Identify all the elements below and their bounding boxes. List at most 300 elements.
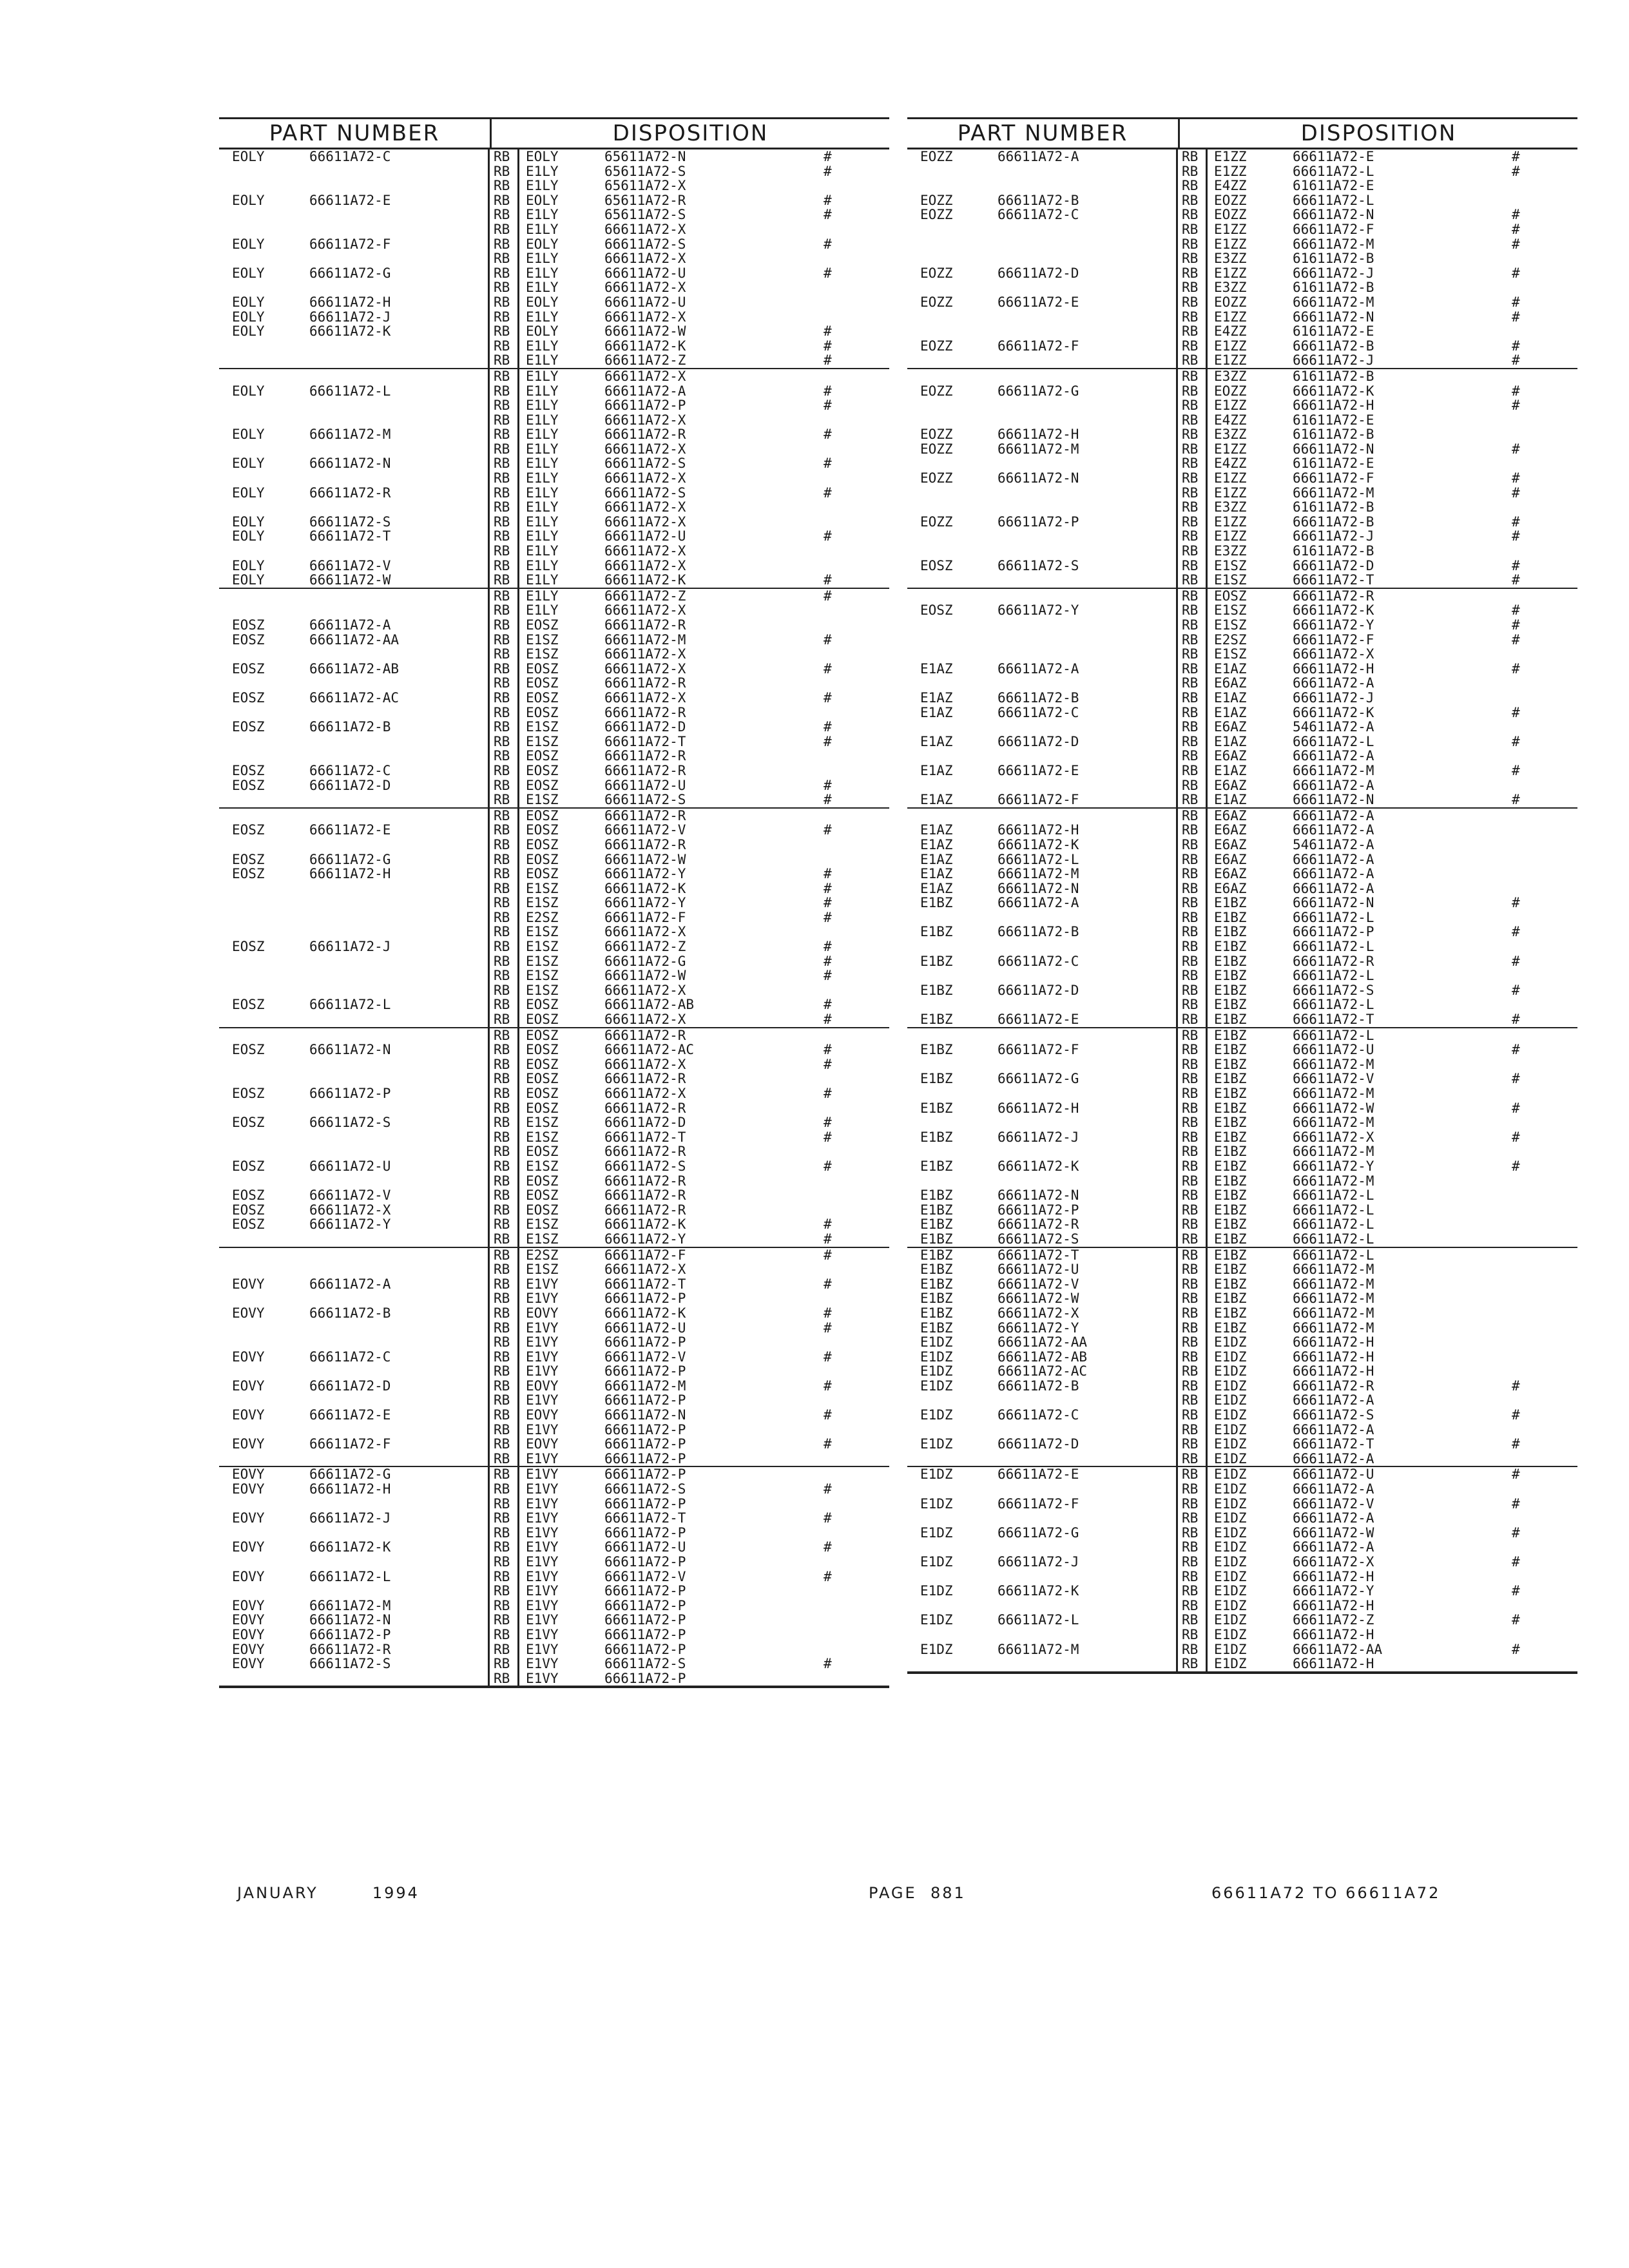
disposition-number: 61611A72-E [1293, 456, 1374, 472]
disposition-code: RB [1178, 1291, 1208, 1306]
part-number-cell [219, 413, 490, 428]
table-row [907, 427, 1577, 442]
disposition-number: 66611A72-P [604, 1612, 686, 1628]
disposition-model: E1BZ [1214, 939, 1247, 955]
disposition-model: E1VY [526, 1539, 559, 1555]
table-row [907, 983, 1577, 998]
part-number: 66611A72-AB [309, 660, 400, 677]
disposition-code: RB [1178, 237, 1208, 252]
disposition-flag [824, 706, 862, 720]
table-header [907, 119, 1577, 149]
disposition-code: RB [490, 427, 519, 442]
part-model [920, 939, 998, 954]
table-row [219, 1159, 889, 1174]
disposition-flag [1512, 1217, 1550, 1232]
disposition-model: EOSZ [526, 617, 559, 633]
part-number: 66611A72-M [998, 866, 1079, 882]
part-number-cell [907, 310, 1178, 325]
disposition-model: E1SZ [1214, 572, 1247, 588]
part-model: EOLY [232, 557, 265, 573]
disposition-model: E1ZZ [1214, 398, 1247, 414]
disposition-flag: # [1512, 1158, 1520, 1174]
part-number-cell [907, 1144, 1178, 1159]
disposition-number: 66611A72-D [604, 1115, 686, 1131]
disposition-number: 66611A72-P [604, 1670, 686, 1686]
part-number: 66611A72-G [998, 1524, 1079, 1541]
part-model [920, 1028, 998, 1043]
disposition-code: RB [1178, 809, 1208, 823]
disposition-flag [1512, 1335, 1550, 1350]
disposition-flag: # [824, 338, 832, 354]
disposition-model: E1BZ [1214, 924, 1247, 940]
part-model [232, 1144, 309, 1159]
table-row [907, 164, 1577, 179]
table-row [907, 706, 1577, 720]
disposition-model: E1VY [526, 1450, 559, 1466]
disposition-model: E1SZ [526, 646, 559, 662]
disposition-model: E1VY [526, 1392, 559, 1408]
part-number-cell [219, 1613, 490, 1628]
disposition-number: 66611A72-M [1293, 1291, 1374, 1307]
part-number: 66611A72-N [309, 456, 391, 472]
disposition-number: 61611A72-B [1293, 543, 1374, 559]
table-row [219, 1217, 889, 1232]
part-number-cell [907, 1248, 1178, 1263]
part-model: EOVY [232, 1656, 265, 1672]
disposition-code: RB [1178, 1497, 1208, 1512]
part-number-cell [907, 237, 1178, 252]
table-row [219, 1130, 889, 1145]
part-model: EOSZ [232, 777, 265, 793]
part-number: 66611A72-U [309, 1158, 391, 1174]
part-number-cell [907, 1393, 1178, 1408]
disposition-number: 61611A72-B [1293, 368, 1374, 384]
table-row [219, 1188, 889, 1203]
disposition-flag: # [1512, 602, 1520, 619]
disposition-model: EOSZ [526, 704, 559, 720]
disposition-code: RB [1178, 1482, 1208, 1497]
part-number-cell [907, 193, 1178, 208]
part-model: E1AZ [920, 660, 953, 677]
part-number: 66611A72-M [309, 427, 391, 443]
disposition-model: EOLY [526, 236, 559, 252]
part-model [232, 1057, 309, 1072]
disposition-flag: # [824, 1656, 832, 1672]
disposition-number: 66611A72-K [1293, 383, 1374, 399]
disposition-number: 66611A72-P [604, 1466, 686, 1483]
part-number-cell [907, 486, 1178, 501]
disposition-code: RB [490, 1203, 519, 1218]
disposition-code: RB [490, 720, 519, 735]
disposition-code: RB [490, 1437, 519, 1452]
table-row [907, 1012, 1577, 1028]
disposition-model: E6AZ [1214, 675, 1247, 691]
table-row [907, 515, 1577, 530]
disposition-number: 66611A72-X [604, 602, 686, 619]
disposition-model: EOLY [526, 149, 559, 164]
part-number-cell [907, 427, 1178, 442]
part-number-cell [219, 1350, 490, 1365]
part-number-cell [907, 1072, 1178, 1086]
disposition-code: RB [490, 178, 519, 193]
part-model [920, 1393, 998, 1408]
disposition-number: 66611A72-N [1293, 207, 1374, 223]
disposition-number: 66611A72-M [1293, 1320, 1374, 1336]
table-row [219, 720, 889, 735]
part-number-header: PART NUMBER [907, 119, 1180, 148]
disposition-number: 66611A72-M [604, 1378, 686, 1394]
table-row [907, 1335, 1577, 1350]
disposition-code: RB [1178, 559, 1208, 573]
disposition-flag [1512, 251, 1550, 266]
part-model [920, 720, 998, 735]
part-number: 66611A72-Y [998, 602, 1079, 619]
part-number: 66611A72-R [309, 485, 391, 501]
disposition-model: E1SZ [1214, 602, 1247, 619]
table-row [907, 968, 1577, 983]
part-number-cell [219, 1144, 490, 1159]
disposition-number: 66611A72-X [604, 499, 686, 515]
disposition-number: 66611A72-S [604, 1158, 686, 1174]
disposition-number: 66611A72-N [604, 1407, 686, 1423]
part-model: EOSZ [232, 1202, 265, 1218]
part-number-cell [219, 500, 490, 515]
disposition-flag: # [824, 1086, 832, 1101]
part-model: EOSZ [232, 822, 265, 838]
part-model [232, 706, 309, 720]
disposition-model: E1BZ [1214, 1100, 1247, 1116]
disposition-flag: # [1512, 733, 1520, 749]
table-row [219, 1467, 889, 1482]
disposition-flag: # [824, 1320, 832, 1336]
part-model: E1DZ [920, 1466, 953, 1483]
table-row [907, 1144, 1577, 1159]
part-number-header: PART NUMBER [219, 119, 492, 148]
disposition-number: 66611A72-H [1293, 1568, 1374, 1584]
disposition-number: 66611A72-A [1293, 880, 1374, 896]
part-number-cell [219, 1408, 490, 1423]
disposition-flag: # [1512, 294, 1520, 310]
disposition-code: RB [1178, 353, 1208, 368]
disposition-code: RB [490, 662, 519, 677]
disposition-flag [1512, 852, 1550, 867]
disposition-code: RB [490, 954, 519, 969]
part-number: 66611A72-E [309, 192, 391, 208]
disposition-model: E1VY [526, 1641, 559, 1657]
part-number-cell [907, 1086, 1178, 1101]
disposition-model: E1SZ [526, 1115, 559, 1131]
disposition-code: RB [1178, 1628, 1208, 1642]
part-model: E1BZ [920, 895, 953, 911]
table-row [907, 398, 1577, 413]
part-number-cell [219, 193, 490, 208]
disposition-code: RB [490, 633, 519, 648]
part-number: 66611A72-D [309, 1378, 391, 1394]
part-number-cell [219, 1306, 490, 1321]
table-row [219, 573, 889, 589]
disposition-number: 66611A72-L [1293, 192, 1374, 208]
disposition-model: E3ZZ [1214, 543, 1247, 559]
part-number: 66611A72-K [998, 836, 1079, 852]
disposition-flag: # [1512, 557, 1520, 573]
disposition-code: RB [1178, 471, 1208, 486]
part-number-cell [907, 647, 1178, 662]
disposition-code: RB [490, 676, 519, 691]
disposition-model: E1DZ [1214, 1626, 1247, 1642]
table-row [219, 237, 889, 252]
disposition-model: E1DZ [1214, 1466, 1247, 1483]
disposition-flag: # [1512, 982, 1520, 998]
disposition-code: RB [1178, 149, 1208, 164]
part-number-cell [907, 369, 1178, 384]
disposition-flag [824, 603, 862, 618]
table-row [219, 706, 889, 720]
part-number-cell [907, 149, 1178, 164]
disposition-header: DISPOSITION [612, 120, 769, 146]
disposition-code: RB [490, 1642, 519, 1657]
disposition-number: 66611A72-B [1293, 514, 1374, 530]
disposition-model: E1LY [526, 485, 559, 501]
disposition-code: RB [1178, 662, 1208, 677]
disposition-flag [1512, 1232, 1550, 1247]
part-number-cell [907, 764, 1178, 778]
disposition-number: 66611A72-A [1293, 1421, 1374, 1437]
table-row [219, 896, 889, 910]
disposition-code: RB [490, 809, 519, 823]
disposition-number: 66611A72-V [604, 1568, 686, 1584]
disposition-code: RB [1178, 939, 1208, 954]
disposition-code: RB [490, 1452, 519, 1466]
part-number: 66611A72-G [309, 1466, 391, 1483]
disposition-number: 66611A72-F [604, 909, 686, 925]
disposition-flag [824, 251, 862, 266]
table-row [219, 1335, 889, 1350]
disposition-code: RB [490, 1306, 519, 1321]
table-row [907, 1291, 1577, 1306]
part-model [920, 1057, 998, 1072]
disposition-flag: # [1512, 149, 1520, 164]
disposition-flag: # [824, 1158, 832, 1174]
disposition-number: 66611A72-H [1293, 1334, 1374, 1350]
disposition-number: 66611A72-N [1293, 441, 1374, 457]
part-model: EOLY [232, 456, 265, 472]
part-number-cell [907, 1043, 1178, 1057]
disposition-model: E1BZ [1214, 1247, 1247, 1263]
disposition-code: RB [1178, 456, 1208, 471]
disposition-number: 66611A72-Y [604, 1231, 686, 1247]
disposition-flag: # [824, 1012, 832, 1028]
part-model [232, 1423, 309, 1437]
disposition-model: E1LY [526, 383, 559, 399]
part-number-cell [219, 793, 490, 807]
table-row [907, 471, 1577, 486]
part-number: 66611A72-N [998, 1187, 1079, 1204]
table-row [219, 1613, 889, 1628]
table-row [219, 1555, 889, 1570]
disposition-number: 66611A72-P [1293, 924, 1374, 940]
disposition-flag [1512, 1423, 1550, 1437]
table-row [219, 1642, 889, 1657]
part-number-cell [907, 1570, 1178, 1584]
disposition-number: 66611A72-H [1293, 1626, 1374, 1642]
table-row [907, 1613, 1577, 1628]
disposition-code: RB [1178, 706, 1208, 720]
disposition-flag: # [824, 1305, 832, 1321]
table-row [907, 1028, 1577, 1043]
disposition-model: E6AZ [1214, 851, 1247, 867]
disposition-number: 66611A72-K [1293, 704, 1374, 720]
table-row [907, 823, 1577, 838]
part-number-cell [907, 997, 1178, 1012]
part-number-cell [219, 896, 490, 910]
disposition-number: 66611A72-P [604, 1554, 686, 1570]
part-number-cell [219, 222, 490, 237]
disposition-flag: # [1512, 207, 1520, 223]
table-row [219, 280, 889, 295]
disposition-code: RB [490, 559, 519, 573]
part-number-cell [907, 910, 1178, 925]
part-number-cell [219, 1671, 490, 1686]
part-number-cell [219, 1174, 490, 1189]
disposition-flag [1512, 178, 1550, 193]
part-model: E1BZ [920, 1276, 953, 1292]
disposition-model: EOSZ [1214, 588, 1247, 604]
disposition-flag [824, 1144, 862, 1159]
part-model: E1BZ [920, 1247, 953, 1263]
disposition-model: E1SZ [526, 1216, 559, 1233]
disposition-model: E1AZ [1214, 660, 1247, 677]
part-number: 66611A72-T [998, 1247, 1079, 1263]
part-number: 66611A72-W [309, 572, 391, 588]
disposition-code: RB [1178, 1217, 1208, 1232]
part-model: EOZZ [920, 294, 953, 310]
disposition-code: RB [490, 1379, 519, 1394]
table-row [219, 1057, 889, 1072]
disposition-number: 66611A72-L [1293, 997, 1374, 1013]
disposition-number: 66611A72-J [1293, 352, 1374, 369]
disposition-model: E1VY [526, 1291, 559, 1307]
disposition-model: EOZZ [1214, 192, 1247, 208]
table-row [219, 1012, 889, 1028]
table-row [907, 1599, 1577, 1613]
disposition-model: EOSZ [526, 1071, 559, 1087]
table-row [219, 178, 889, 193]
part-number-cell [907, 838, 1178, 852]
disposition-code: RB [490, 456, 519, 471]
disposition-number: 61611A72-B [1293, 499, 1374, 515]
disposition-model: EOLY [526, 192, 559, 208]
disposition-number: 66611A72-N [1293, 309, 1374, 325]
part-number: 66611A72-F [309, 236, 391, 252]
disposition-code: RB [1178, 1350, 1208, 1365]
part-model: EOVY [232, 1436, 265, 1452]
part-number-cell [907, 559, 1178, 573]
table-row [907, 1497, 1577, 1512]
table-row [219, 544, 889, 559]
part-model [920, 910, 998, 925]
disposition-code: RB [1178, 647, 1208, 662]
part-number-cell [907, 706, 1178, 720]
disposition-flag [824, 280, 862, 295]
part-number-cell [219, 1393, 490, 1408]
table-row [907, 251, 1577, 266]
part-number-cell [907, 1511, 1178, 1526]
disposition-flag [824, 310, 862, 325]
part-model [920, 1570, 998, 1584]
part-model: EOVY [232, 1510, 265, 1526]
disposition-code: RB [490, 515, 519, 530]
part-model [232, 749, 309, 764]
part-number-cell [219, 1437, 490, 1452]
part-model: EOZZ [920, 338, 953, 354]
part-number-cell [907, 1584, 1178, 1599]
part-number-cell [907, 222, 1178, 237]
part-number-cell [907, 295, 1178, 310]
part-number: 66611A72-L [309, 1568, 391, 1584]
table-row [219, 809, 889, 823]
disposition-number: 66611A72-A [1293, 675, 1374, 691]
table-row [907, 1452, 1577, 1468]
part-number-cell [219, 997, 490, 1012]
part-model: EOSZ [232, 762, 265, 778]
disposition-model: E1LY [526, 543, 559, 559]
part-model: E1BZ [920, 1320, 953, 1336]
disposition-code: RB [490, 896, 519, 910]
disposition-model: E1AZ [1214, 689, 1247, 706]
table-row [219, 1115, 889, 1130]
part-model: EOSZ [232, 1042, 265, 1058]
disposition-code: RB [490, 266, 519, 281]
disposition-model: E3ZZ [1214, 499, 1247, 515]
part-model: EOLY [232, 236, 265, 252]
part-model [920, 324, 998, 339]
disposition-model: E1LY [526, 572, 559, 588]
part-model [232, 676, 309, 691]
disposition-model: E1BZ [1214, 1216, 1247, 1233]
parts-table-right [907, 117, 1577, 1674]
table-row [219, 749, 889, 764]
disposition-model: E1BZ [1214, 1262, 1247, 1278]
disposition-model: E1BZ [1214, 1129, 1247, 1145]
disposition-number: 66611A72-X [604, 689, 686, 706]
disposition-flag: # [824, 383, 832, 399]
table-header [219, 119, 889, 149]
table-row [219, 442, 889, 457]
disposition-flag: # [1512, 1407, 1520, 1423]
disposition-number: 66611A72-W [604, 851, 686, 867]
table-row [219, 164, 889, 179]
disposition-flag [1512, 1291, 1550, 1306]
disposition-code: RB [490, 1511, 519, 1526]
disposition-code: RB [1178, 1306, 1208, 1321]
disposition-code: RB [1178, 251, 1208, 266]
disposition-number: 66611A72-S [604, 485, 686, 501]
disposition-flag: # [824, 352, 832, 369]
part-model [232, 793, 309, 807]
disposition-flag [1512, 997, 1550, 1012]
part-model [920, 1144, 998, 1159]
disposition-flag: # [824, 1378, 832, 1394]
disposition-number: 61611A72-B [1293, 427, 1374, 443]
table-row [219, 1028, 889, 1043]
part-number: 66611A72-K [309, 323, 391, 340]
disposition-model: E1SZ [526, 880, 559, 896]
disposition-number: 66611A72-S [604, 236, 686, 252]
disposition-number: 66611A72-F [1293, 470, 1374, 486]
disposition-flag: # [1512, 1129, 1520, 1145]
disposition-code: RB [490, 1159, 519, 1174]
part-model [920, 280, 998, 295]
